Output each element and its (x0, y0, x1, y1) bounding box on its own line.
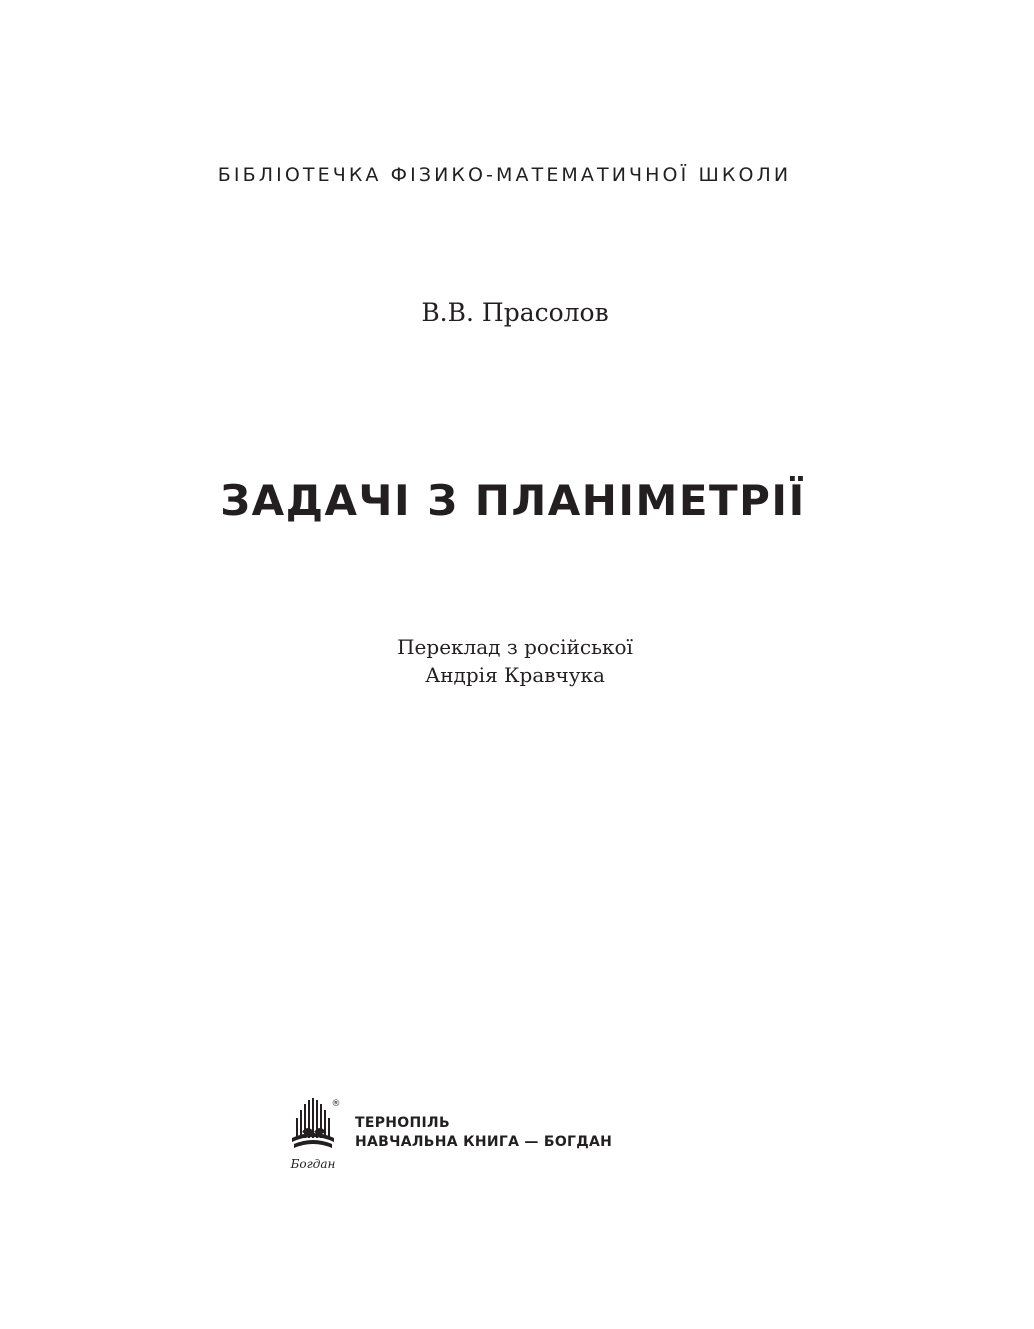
author-name: В.В. Прасолов (421, 298, 609, 327)
translation-line-1: Переклад з російської (397, 635, 633, 659)
book-title: ЗАДАЧІ З ПЛАНІМЕТРІЇ (220, 476, 806, 525)
bohdan-publisher-logo-icon (288, 1096, 342, 1174)
publisher-name: НАВЧАЛЬНА КНИГА — БОГДАН (355, 1134, 613, 1150)
logo-wordmark: Богдан (290, 1157, 336, 1171)
translator-name: Андрія Кравчука (425, 663, 605, 687)
translation-credit (0, 633, 1030, 689)
registered-mark: ® (331, 1099, 341, 1109)
publisher-city: ТЕРНОПІЛЬ (355, 1115, 450, 1131)
publisher-block (288, 1096, 628, 1176)
series-title: БІБЛІОТЕЧКА ФІЗИКО-МАТЕМАТИЧНОЇ ШКОЛИ (217, 164, 792, 186)
publisher-text (355, 1114, 612, 1152)
